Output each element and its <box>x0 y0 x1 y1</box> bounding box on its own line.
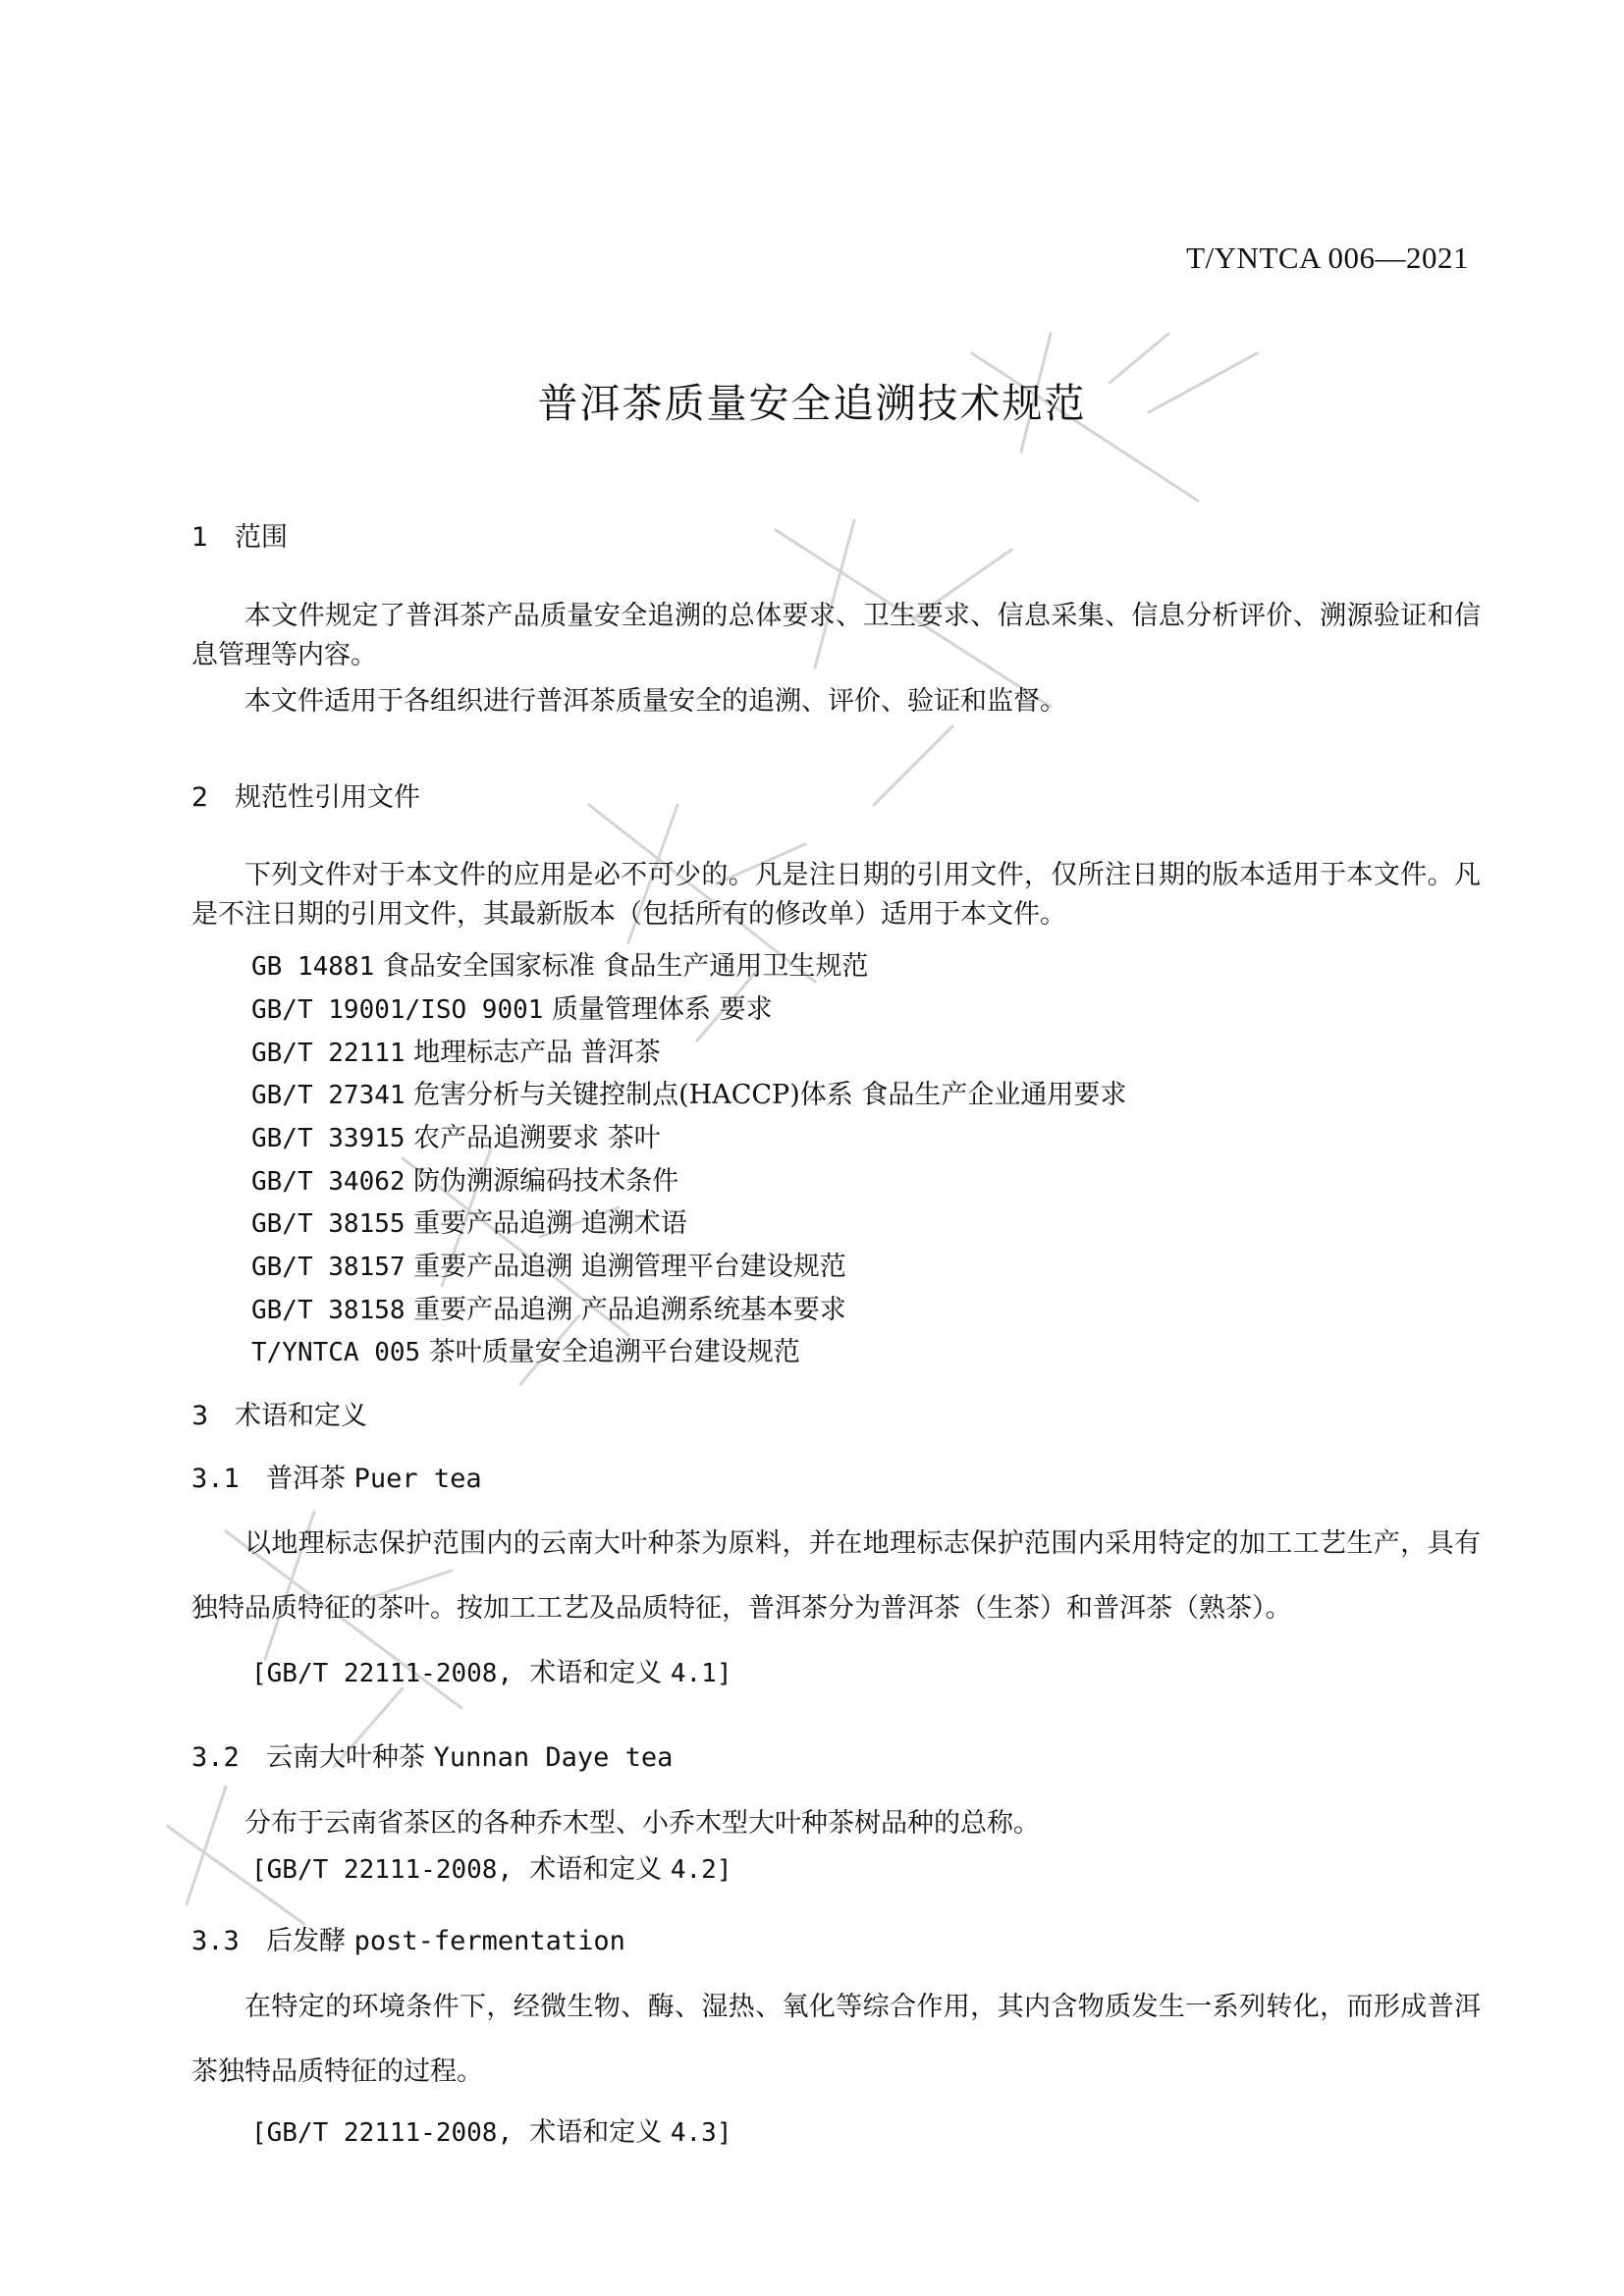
term-heading <box>191 1457 482 1495</box>
term-definition: 以地理标志保护范围内的云南大叶种茶为原料，并在地理标志保护范围内采用特定的加工工艺生产，具有独特品质特征的茶叶。按加工工艺及品质特征，普洱茶分为普洱茶（生茶）和普洱茶（熟茶）。 <box>191 1528 1481 1624</box>
reference-item <box>251 1116 661 1154</box>
term-name: 普洱茶 <box>266 1464 346 1494</box>
scope-paragraph-1: 本文件规定了普洱茶产品质量安全追溯的总体要求、卫生要求、信息采集、信息分析评价、溯源验证和信息管理等内容。 <box>191 601 1481 670</box>
term-number: 3.1 <box>191 1464 240 1494</box>
reference-item <box>251 1159 678 1198</box>
term-english: Puer tea <box>353 1464 482 1494</box>
reference-title: 危害分析与关键控制点(HACCP)体系 食品生产企业通用要求 <box>413 1080 1127 1110</box>
reference-code: GB/T 34062 <box>251 1167 406 1197</box>
term-source <box>251 1847 732 1886</box>
source-clause: 4.1] <box>670 1659 732 1688</box>
source-clause: 4.3] <box>670 2118 732 2148</box>
section-heading-terms <box>191 1394 367 1432</box>
reference-title: 地理标志产品 普洱茶 <box>413 1038 661 1068</box>
section-heading-references <box>191 775 420 814</box>
reference-item <box>251 1288 846 1326</box>
term-heading <box>191 1735 673 1774</box>
reference-item <box>251 1073 1126 1111</box>
term-name: 后发酵 <box>266 1926 346 1956</box>
term-definition: 在特定的环境条件下，经微生物、酶、湿热、氧化等综合作用，其内含物质发生一系列转化，而形成普洱茶独特品质特征的过程。 <box>191 1992 1481 2087</box>
reference-code: GB/T 22111 <box>251 1039 406 1068</box>
term-number: 3.3 <box>191 1926 240 1956</box>
term-source <box>251 2110 732 2149</box>
reference-title: 防伪溯源编码技术条件 <box>413 1166 679 1197</box>
section-number: 1 <box>191 522 209 553</box>
term-source <box>251 1651 732 1689</box>
document-title: 普洱茶质量安全追溯技术规范 <box>537 380 1087 427</box>
reference-item <box>251 1330 800 1368</box>
reference-title: 重要产品追溯 产品追溯系统基本要求 <box>413 1295 846 1325</box>
source-text: 术语和定义 <box>529 2117 663 2148</box>
reference-title: 重要产品追溯 追溯术语 <box>413 1208 687 1239</box>
reference-title: 茶叶质量安全追溯平台建设规范 <box>428 1337 800 1367</box>
section-title: 术语和定义 <box>235 1401 367 1431</box>
reference-title: 重要产品追溯 追溯管理平台建设规范 <box>413 1252 846 1282</box>
reference-item <box>251 988 773 1026</box>
reference-code: GB 14881 <box>251 952 375 982</box>
section-number: 2 <box>191 782 209 813</box>
reference-title: 农产品追溯要求 茶叶 <box>413 1123 661 1153</box>
section-title: 规范性引用文件 <box>235 782 420 813</box>
reference-item <box>251 1201 687 1240</box>
scope-paragraph-2: 本文件适用于各组织进行普洱茶质量安全的追溯、评价、验证和监督。 <box>244 686 1066 717</box>
source-code: [GB/T 22111-2008, <box>251 2118 514 2148</box>
reference-code: GB/T 19001/ISO 9001 <box>251 995 544 1025</box>
reference-item <box>251 1245 846 1283</box>
term-heading <box>191 1919 625 1957</box>
reference-title: 食品安全国家标准 食品生产通用卫生规范 <box>382 951 869 982</box>
reference-code: GB/T 27341 <box>251 1081 406 1110</box>
reference-code: GB/T 38155 <box>251 1209 406 1239</box>
reference-code: T/YNTCA 005 <box>251 1338 421 1367</box>
reference-item <box>251 1031 661 1069</box>
term-name: 云南大叶种茶 <box>266 1742 425 1773</box>
source-code: [GB/T 22111-2008, <box>251 1659 514 1688</box>
reference-code: GB/T 38158 <box>251 1296 406 1325</box>
source-text: 术语和定义 <box>529 1854 663 1885</box>
references-intro: 下列文件对于本文件的应用是必不可少的。凡是注日期的引用文件，仅所注日期的版本适用于本文件。凡是不注日期的引用文件，其最新版本（包括所有的修改单）适用于本文件。 <box>191 860 1481 930</box>
reference-code: GB/T 38157 <box>251 1253 406 1282</box>
reference-code: GB/T 33915 <box>251 1124 406 1153</box>
term-english: post-fermentation <box>353 1926 625 1956</box>
reference-item <box>251 944 868 983</box>
source-clause: 4.2] <box>670 1855 732 1885</box>
section-number: 3 <box>191 1401 209 1431</box>
section-heading-scope <box>191 515 288 554</box>
reference-title: 质量管理体系 要求 <box>552 994 773 1025</box>
document-code: T/YNTCA 006—2021 <box>1186 240 1469 275</box>
term-english: Yunnan Daye tea <box>433 1742 674 1773</box>
source-code: [GB/T 22111-2008, <box>251 1855 514 1885</box>
section-title: 范围 <box>235 522 288 553</box>
source-text: 术语和定义 <box>529 1658 663 1688</box>
term-number: 3.2 <box>191 1742 240 1773</box>
term-definition: 分布于云南省茶区的各种乔木型、小乔木型大叶种茶树品种的总称。 <box>244 1808 1040 1839</box>
